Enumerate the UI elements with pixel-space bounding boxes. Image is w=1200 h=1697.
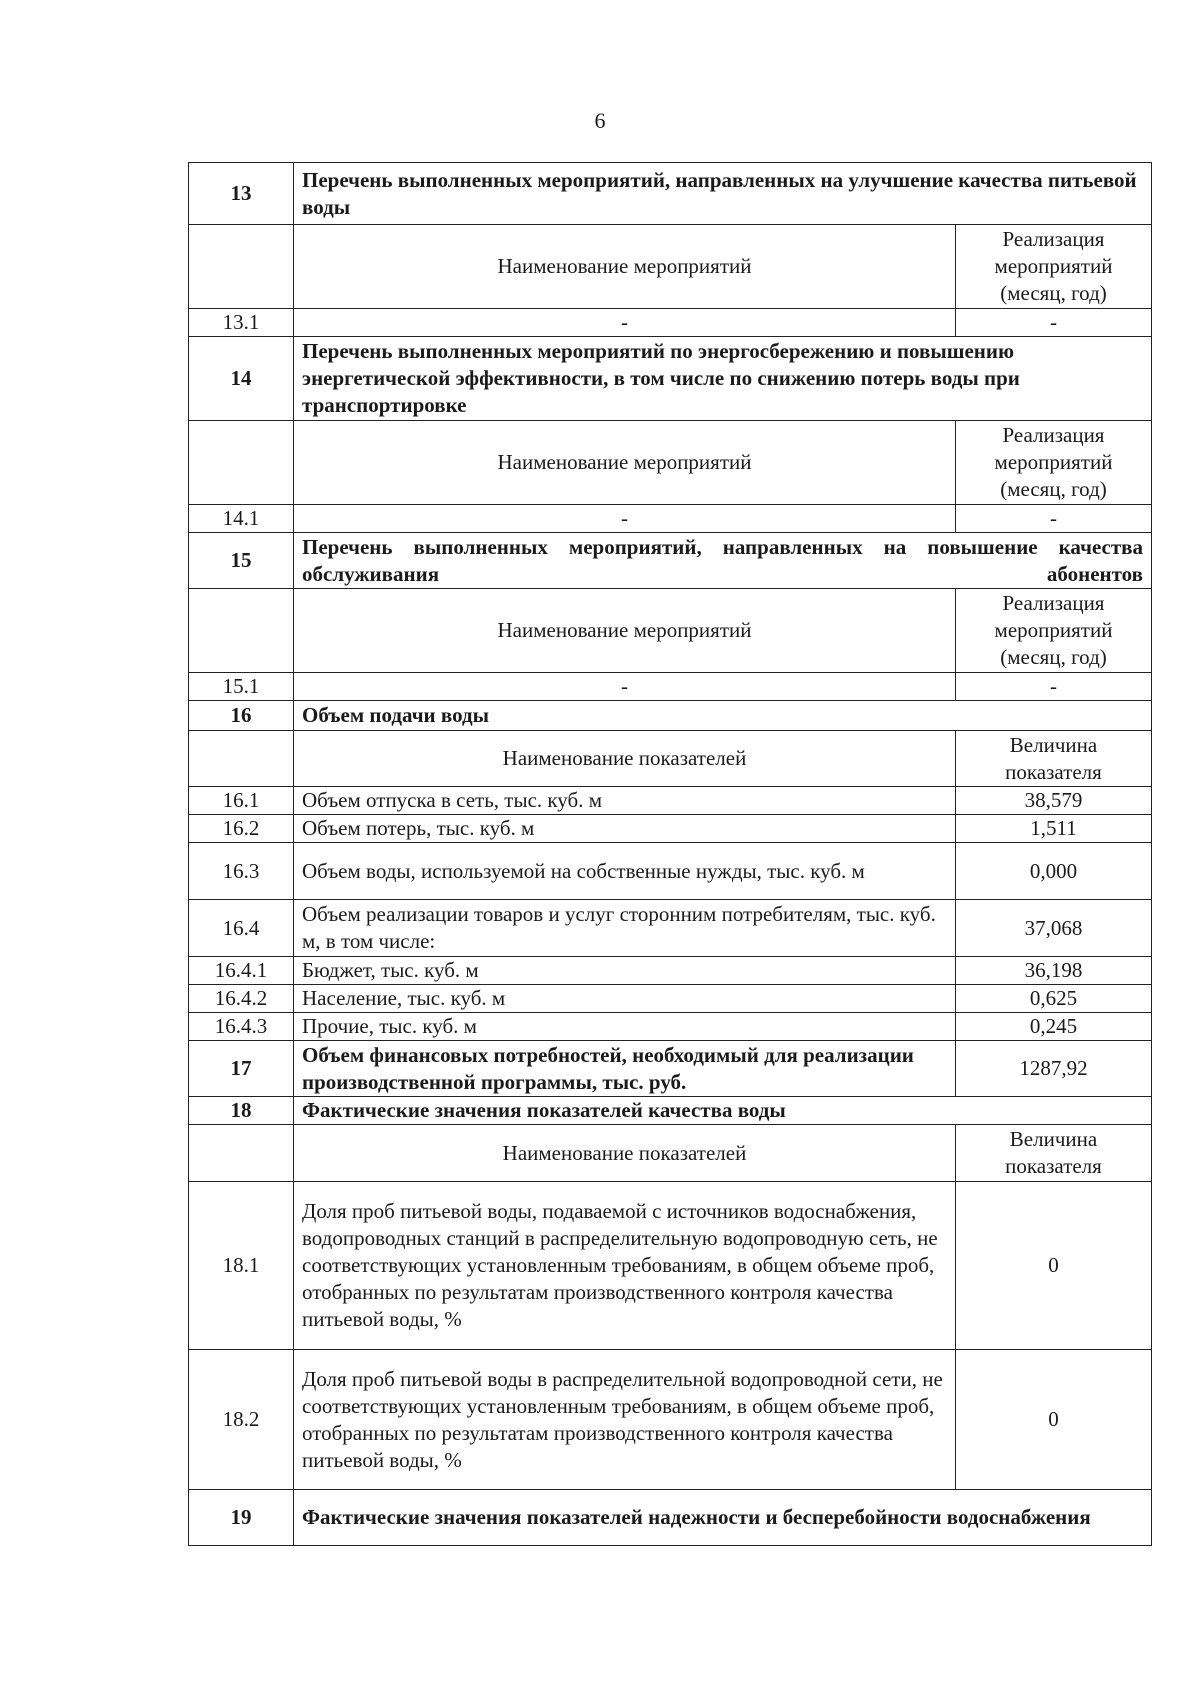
- section-17-row: [189, 1041, 1152, 1097]
- section-title: Объем подачи воды: [294, 701, 1152, 731]
- header-name: Наименование мероприятий: [294, 589, 956, 673]
- row-value: 38,579: [956, 787, 1152, 815]
- header-value: Реализация мероприятий (месяц, год): [956, 589, 1152, 673]
- section-13-row: [189, 163, 1152, 225]
- row-value: 1287,92: [956, 1041, 1152, 1097]
- section-number: 14: [189, 337, 294, 421]
- section-title: Объем финансовых потребностей, необходимый для реализации производственной программы, тыс. руб.: [294, 1041, 956, 1097]
- row-number: 18.2: [189, 1350, 294, 1490]
- table-header-row: [189, 731, 1152, 787]
- table-row: [189, 787, 1152, 815]
- table-header-row: [189, 589, 1152, 673]
- row-number: 16.4.2: [189, 985, 294, 1013]
- header-name: Наименование показателей: [294, 1125, 956, 1182]
- row-value: 37,068: [956, 900, 1152, 957]
- row-value: 1,511: [956, 815, 1152, 843]
- table-header-row: [189, 421, 1152, 505]
- row-number: 18.1: [189, 1182, 294, 1350]
- table-row: [189, 957, 1152, 985]
- table-row: [189, 985, 1152, 1013]
- section-number: 16: [189, 701, 294, 731]
- row-value: 0,000: [956, 843, 1152, 900]
- row-name: -: [294, 309, 956, 337]
- row-number: 16.1: [189, 787, 294, 815]
- row-name: Бюджет, тыс. куб. м: [294, 957, 956, 985]
- row-number: 13.1: [189, 309, 294, 337]
- table-row: [189, 309, 1152, 337]
- row-value: -: [956, 309, 1152, 337]
- header-name: Наименование мероприятий: [294, 225, 956, 309]
- section-title: Фактические значения показателей качества воды: [294, 1097, 1152, 1125]
- table-row: [189, 1182, 1152, 1350]
- table-header-row: [189, 225, 1152, 309]
- empty-cell: [189, 225, 294, 309]
- row-name: Доля проб питьевой воды, подаваемой с источников водоснабжения, водопроводных станций в распределительную водопроводную сеть, не соответствующих установленным требованиям, в общем объеме проб, отобранных по результатам производственного контроля качества питьевой воды, %: [294, 1182, 956, 1350]
- header-value: Величина показателя: [956, 1125, 1152, 1182]
- row-number: 16.4.3: [189, 1013, 294, 1041]
- section-title: Перечень выполненных мероприятий, направленных на повышение качества обслуживания абонентов: [294, 533, 1152, 589]
- row-value: 0,625: [956, 985, 1152, 1013]
- section-title: Перечень выполненных мероприятий, направленных на улучшение качества питьевой воды: [294, 163, 1152, 225]
- header-value: Реализация мероприятий (месяц, год): [956, 421, 1152, 505]
- row-value: -: [956, 673, 1152, 701]
- table-row: [189, 900, 1152, 957]
- row-name: Прочие, тыс. куб. м: [294, 1013, 956, 1041]
- row-name: -: [294, 505, 956, 533]
- row-name: Объем отпуска в сеть, тыс. куб. м: [294, 787, 956, 815]
- section-number: 18: [189, 1097, 294, 1125]
- empty-cell: [189, 421, 294, 505]
- empty-cell: [189, 1125, 294, 1182]
- program-table: [188, 162, 1152, 1546]
- row-value: 36,198: [956, 957, 1152, 985]
- section-number: 19: [189, 1490, 294, 1546]
- row-number: 16.2: [189, 815, 294, 843]
- header-name: Наименование мероприятий: [294, 421, 956, 505]
- row-number: 16.4: [189, 900, 294, 957]
- table-row: [189, 815, 1152, 843]
- section-15-row: [189, 533, 1152, 589]
- section-title: Фактические значения показателей надежности и бесперебойности водоснабжения: [294, 1490, 1152, 1546]
- row-name: Объем реализации товаров и услуг сторонним потребителям, тыс. куб. м, в том числе:: [294, 900, 956, 957]
- row-name: Объем потерь, тыс. куб. м: [294, 815, 956, 843]
- table-row: [189, 843, 1152, 900]
- section-16-row: [189, 701, 1152, 731]
- row-name: Объем воды, используемой на собственные нужды, тыс. куб. м: [294, 843, 956, 900]
- header-value: Реализация мероприятий (месяц, год): [956, 225, 1152, 309]
- header-value: Величина показателя: [956, 731, 1152, 787]
- section-title: Перечень выполненных мероприятий по энергосбережению и повышению энергетической эффективности, в том числе по снижению потерь воды при транспортировке: [294, 337, 1152, 421]
- row-value: 0,245: [956, 1013, 1152, 1041]
- row-number: 16.3: [189, 843, 294, 900]
- table-row: [189, 673, 1152, 701]
- empty-cell: [189, 589, 294, 673]
- row-name: -: [294, 673, 956, 701]
- table-row: [189, 1013, 1152, 1041]
- row-number: 14.1: [189, 505, 294, 533]
- row-number: 16.4.1: [189, 957, 294, 985]
- section-number: 17: [189, 1041, 294, 1097]
- empty-cell: [189, 731, 294, 787]
- row-number: 15.1: [189, 673, 294, 701]
- header-name: Наименование показателей: [294, 731, 956, 787]
- section-number: 13: [189, 163, 294, 225]
- page-number: 6: [594, 108, 606, 133]
- table-row: [189, 1350, 1152, 1490]
- row-value: -: [956, 505, 1152, 533]
- table-row: [189, 505, 1152, 533]
- table-header-row: [189, 1125, 1152, 1182]
- row-value: 0: [956, 1350, 1152, 1490]
- section-number: 15: [189, 533, 294, 589]
- section-14-row: [189, 337, 1152, 421]
- section-19-row: [189, 1490, 1152, 1546]
- row-name: Население, тыс. куб. м: [294, 985, 956, 1013]
- section-18-row: [189, 1097, 1152, 1125]
- row-name: Доля проб питьевой воды в распределительной водопроводной сети, не соответствующих установленным требованиям, в общем объеме проб, отобранных по результатам производственного контроля качества питьевой воды, %: [294, 1350, 956, 1490]
- row-value: 0: [956, 1182, 1152, 1350]
